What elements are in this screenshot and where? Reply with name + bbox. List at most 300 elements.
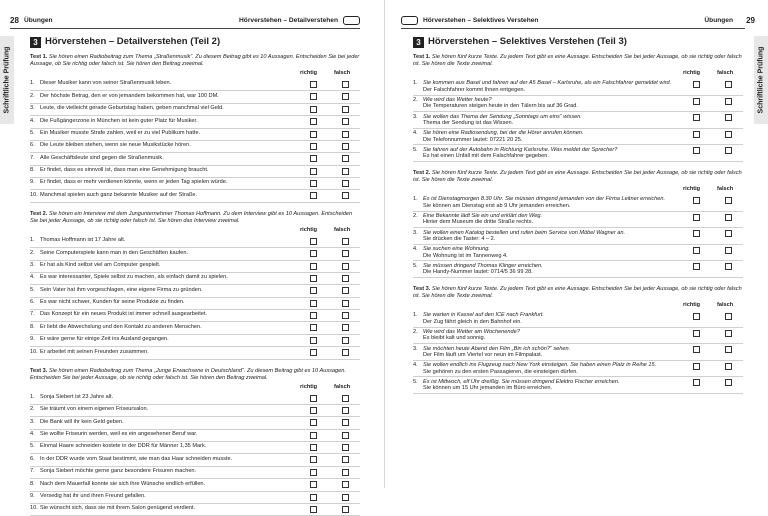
falsch-checkbox[interactable]	[342, 312, 349, 319]
test-label: Test 1.	[30, 54, 47, 60]
statement-text: Er wäre gerne für einige Zeit ins Ausland gegangen.	[40, 336, 296, 342]
statement-text: Manchmal spielen auch ganz bekannte Musiker auf der Straße.	[40, 192, 296, 198]
test-label: Test 3.	[30, 368, 47, 374]
statement-number: 4.	[413, 130, 423, 136]
answer-column-headers	[30, 70, 360, 79]
statement-number: 4.	[30, 118, 40, 124]
answer-column-headers	[30, 227, 360, 236]
falsch-checkbox[interactable]	[342, 444, 349, 451]
statement-number: 7.	[30, 155, 40, 161]
statement-claim: Die Handy-Nummer lautet: 0714/5 36 99 28.	[423, 269, 673, 275]
statement-item	[30, 166, 360, 178]
richtig-checkbox[interactable]	[310, 238, 317, 245]
statement-situation: Wie wird das Wetter am Wochenende?	[423, 329, 520, 335]
right-content	[413, 36, 743, 394]
right-side-tab-label: Schriftliche Prüfung	[758, 47, 765, 114]
richtig-checkbox[interactable]	[693, 263, 700, 270]
falsch-checkbox[interactable]	[342, 238, 349, 245]
statement-list	[30, 79, 360, 203]
richtig-checkbox[interactable]	[310, 432, 317, 439]
test-label: Test 2.	[413, 170, 430, 176]
statement-claim: Die Telefonnummer lautet: 07221 20 25.	[423, 137, 673, 143]
richtig-checkbox[interactable]	[310, 444, 317, 451]
richtig-checkbox[interactable]	[310, 263, 317, 270]
statement-number: 4.	[30, 431, 40, 437]
falsch-checkbox[interactable]	[342, 324, 349, 331]
richtig-checkbox[interactable]	[310, 419, 317, 426]
statement-text: Die Bank will ihr kein Geld geben.	[40, 419, 296, 425]
falsch-checkbox[interactable]	[725, 346, 732, 353]
statement-number: 9.	[30, 493, 40, 499]
richtig-checkbox[interactable]	[310, 324, 317, 331]
richtig-checkbox[interactable]	[693, 147, 700, 154]
statement-list	[413, 311, 743, 394]
statement-text: Der höchste Betrag, den er von jemandem bekommen hat, war 100 DM.	[40, 93, 296, 99]
statement-item	[413, 79, 743, 96]
column-falsch: falsch	[334, 227, 350, 233]
left-page	[0, 0, 385, 488]
statement-situation: Sie kommen aus Basel und fahren auf der A5 Basel – Karlsruhe, als ein Falschfahrer gemeldet wird.	[423, 80, 671, 86]
falsch-checkbox[interactable]	[725, 379, 732, 386]
richtig-checkbox[interactable]	[693, 131, 700, 138]
falsch-checkbox[interactable]	[342, 131, 349, 138]
falsch-checkbox[interactable]	[342, 337, 349, 344]
statement-number: 2.	[30, 250, 40, 256]
richtig-checkbox[interactable]	[310, 494, 317, 501]
richtig-checkbox[interactable]	[693, 230, 700, 237]
statement-number: 6.	[30, 456, 40, 462]
falsch-checkbox[interactable]	[342, 275, 349, 282]
test-intro	[30, 211, 360, 225]
answer-column-headers	[413, 302, 743, 311]
falsch-checkbox[interactable]	[342, 155, 349, 162]
test-instructions: Sie hören einen Radiobeitrag zum Thema „Junge Erwachsene in Deutschland“. Zu diesem Beitrag gibt es 10 Aussagen. Entscheiden Sie bei jeder Aussage, ob sie richtig oder falsch ist. Sie hören den Beitrag zweimal.	[30, 368, 346, 381]
statement-text: Einmal Haare schneiden kostete in der DDR für Männer 1,35 Mark.	[40, 443, 296, 449]
statement-situation: Sie wollen einen Katalog bestellen und rufen beim Service von Möbel Wagner an.	[423, 230, 625, 236]
statement-number: 1.	[413, 196, 423, 202]
falsch-checkbox[interactable]	[342, 192, 349, 199]
statement-number: 5.	[413, 263, 423, 269]
statement-text	[423, 263, 673, 276]
statement-item	[413, 228, 743, 245]
statement-situation: Wie wird das Wetter heute?	[423, 97, 492, 103]
statement-claim: Sie drücken die Taster: 4 – 2.	[423, 236, 673, 242]
richtig-checkbox[interactable]	[693, 247, 700, 254]
statement-number: 10.	[30, 505, 40, 511]
falsch-checkbox[interactable]	[725, 330, 732, 337]
statement-text: Alle Geschäftsleute sind gegen die Straßenmusik.	[40, 155, 296, 161]
statement-text: Dieser Musiker kann von seiner Straßenmusik leben.	[40, 80, 296, 86]
statement-text: Das Konzept für ein neues Produkt ist immer schnell ausgearbeitet.	[40, 311, 296, 317]
test-intro	[30, 54, 360, 68]
left-side-tab	[0, 36, 14, 124]
falsch-checkbox[interactable]	[342, 494, 349, 501]
falsch-checkbox[interactable]	[342, 300, 349, 307]
statement-item	[30, 248, 360, 260]
falsch-checkbox[interactable]	[342, 407, 349, 414]
statement-text	[423, 147, 673, 160]
statement-item	[30, 430, 360, 442]
richtig-checkbox[interactable]	[693, 330, 700, 337]
statement-situation: Es ist Mittwoch, elf Uhr dreißig. Sie müssen dringend Elektro Fischer erreichen.	[423, 379, 619, 385]
statement-list	[30, 393, 360, 516]
statement-situation: Sie müssen dringend Thomas Klinger erreichen.	[423, 263, 543, 269]
falsch-checkbox[interactable]	[342, 456, 349, 463]
statement-text: Ein Musiker musste Strafe zahlen, weil er zu viel Publikum hatte.	[40, 130, 296, 136]
falsch-checkbox[interactable]	[725, 247, 732, 254]
statement-item	[413, 361, 743, 378]
statement-item	[30, 104, 360, 116]
statement-item	[413, 195, 743, 212]
statement-claim: Hinter dem Museum die dritte Straße rechts.	[423, 219, 673, 225]
statement-text: Die Leute bleiben stehen, wenn sie neue Musikstücke hören.	[40, 142, 296, 148]
falsch-checkbox[interactable]	[725, 131, 732, 138]
statement-number: 3.	[30, 105, 40, 111]
statement-text	[423, 130, 673, 143]
statement-list	[413, 195, 743, 278]
richtig-checkbox[interactable]	[310, 250, 317, 257]
statement-number: 1.	[30, 394, 40, 400]
falsch-checkbox[interactable]	[342, 432, 349, 439]
statement-number: 3.	[30, 262, 40, 268]
statement-text: Er hat als Kind selbst viel am Computer gespielt.	[40, 262, 296, 268]
richtig-checkbox[interactable]	[693, 313, 700, 320]
statement-item	[30, 79, 360, 91]
statement-text: Es war interessanter, Spiele selbst zu machen, als einfach damit zu spielen.	[40, 274, 296, 280]
falsch-checkbox[interactable]	[725, 147, 732, 154]
left-content	[30, 36, 360, 516]
statement-item	[30, 417, 360, 429]
statement-text: Sie wollte Friseurin werden, weil es ein angesehener Beruf war.	[40, 431, 296, 437]
test-intro	[30, 368, 360, 382]
column-falsch: falsch	[334, 70, 350, 76]
falsch-checkbox[interactable]	[342, 180, 349, 187]
richtig-checkbox[interactable]	[693, 379, 700, 386]
richtig-checkbox[interactable]	[310, 143, 317, 150]
falsch-checkbox[interactable]	[725, 363, 732, 370]
right-exercise-title: Hörverstehen – Selektives Verstehen (Teil 3)	[428, 36, 627, 47]
statement-number: 9.	[30, 179, 40, 185]
richtig-checkbox[interactable]	[310, 456, 317, 463]
answer-column-headers	[413, 70, 743, 79]
richtig-checkbox[interactable]	[310, 106, 317, 113]
statement-list	[413, 79, 743, 162]
falsch-checkbox[interactable]	[725, 313, 732, 320]
richtig-checkbox[interactable]	[310, 275, 317, 282]
test-instructions: Sie hören ein Interview mit dem Jungunternehmer Thomas Hoffmann. Zu dem Interview gibt es 10 Aussagen. Entscheiden Sie bei jeder Aussage, ob sie richtig oder falsch ist. Sie hören das Interview zweimal.	[30, 211, 352, 224]
statement-number: 6.	[30, 142, 40, 148]
falsch-checkbox[interactable]	[342, 118, 349, 125]
falsch-checkbox[interactable]	[342, 349, 349, 356]
statement-number: 3.	[413, 346, 423, 352]
statement-text	[423, 346, 673, 359]
richtig-checkbox[interactable]	[310, 337, 317, 344]
falsch-checkbox[interactable]	[342, 263, 349, 270]
statement-item	[413, 245, 743, 262]
falsch-checkbox[interactable]	[342, 106, 349, 113]
statement-text	[423, 362, 673, 375]
statement-item	[413, 377, 743, 394]
answer-column-headers	[413, 186, 743, 195]
statement-number: 8.	[30, 324, 40, 330]
test-intro	[413, 170, 743, 184]
statement-claim: Der Film läuft um Viertel vor neun im Filmpalast.	[423, 352, 673, 358]
statement-text: Er findet, dass es sinnvoll ist, dass man eine Genehmigung braucht.	[40, 167, 296, 173]
falsch-checkbox[interactable]	[725, 263, 732, 270]
statement-number: 2.	[413, 329, 423, 335]
right-exercise-number: 3	[413, 37, 424, 48]
statement-item	[413, 212, 743, 229]
left-page-number: 28	[10, 16, 19, 25]
statement-item	[30, 141, 360, 153]
right-page-header	[401, 14, 745, 29]
falsch-checkbox[interactable]	[342, 419, 349, 426]
right-header-title: Hörverstehen – Selektives Verstehen	[423, 17, 538, 24]
statement-situation: Sie suchen eine Wohnung.	[423, 246, 490, 252]
statement-item	[30, 261, 360, 273]
statement-item	[30, 190, 360, 202]
test-label: Test 2.	[30, 211, 47, 217]
statement-number: 5.	[413, 147, 423, 153]
statement-claim: Der Falschfahrer kommt Ihnen entgegen.	[423, 87, 673, 93]
richtig-checkbox[interactable]	[310, 118, 317, 125]
column-richtig: richtig	[300, 70, 317, 76]
statement-item	[30, 442, 360, 454]
richtig-checkbox[interactable]	[310, 469, 317, 476]
statement-item	[30, 298, 360, 310]
falsch-checkbox[interactable]	[342, 287, 349, 294]
statement-situation: Sie möchten heute Abend den Film „Bin ich schön?“ sehen.	[423, 346, 570, 352]
statement-text: Leute, die vielleicht gerade Geburtstag haben, geben manchmal viel Geld.	[40, 105, 296, 111]
statement-number: 5.	[30, 287, 40, 293]
falsch-checkbox[interactable]	[342, 250, 349, 257]
statement-number: 7.	[30, 311, 40, 317]
falsch-checkbox[interactable]	[342, 93, 349, 100]
statement-item	[30, 393, 360, 405]
statement-item	[30, 405, 360, 417]
column-richtig: richtig	[683, 186, 700, 192]
column-falsch: falsch	[717, 70, 733, 76]
statement-text	[423, 329, 673, 342]
test-instructions: Sie hören fünf kurze Texte. Zu jedem Text gibt es eine Aussage. Entscheiden Sie bei jeder Aussage, ob sie richtig oder falsch ist. Sie hören die Texte zweimal.	[413, 286, 742, 299]
test-gap	[413, 278, 743, 286]
statement-text: Er findet, dass er mehr verdienen könnte, wenn er jeden Tag spielen würde.	[40, 179, 296, 185]
richtig-checkbox[interactable]	[310, 155, 317, 162]
statement-number: 9.	[30, 336, 40, 342]
statement-text	[423, 213, 673, 226]
richtig-checkbox[interactable]	[693, 81, 700, 88]
statement-text	[423, 97, 673, 110]
statement-text	[423, 246, 673, 259]
statement-claim: Der Zug fährt gleich in den Bahnhof ein.	[423, 319, 673, 325]
statement-situation: Sie wollen das Thema der Sendung „Sonntags um eins“ wissen.	[423, 114, 582, 120]
falsch-checkbox[interactable]	[725, 214, 732, 221]
richtig-checkbox[interactable]	[310, 131, 317, 138]
richtig-checkbox[interactable]	[310, 180, 317, 187]
statement-situation: Sie fahren auf der Autobahn in Richtung Karlsruhe. Was meldet der Sprecher?	[423, 147, 617, 153]
falsch-checkbox[interactable]	[342, 469, 349, 476]
statement-number: 7.	[30, 468, 40, 474]
statement-item	[30, 178, 360, 190]
test-gap	[413, 162, 743, 170]
richtig-checkbox[interactable]	[310, 168, 317, 175]
statement-item	[30, 454, 360, 466]
test-label: Test 3.	[413, 286, 430, 292]
right-section-label: Übungen	[704, 17, 733, 24]
richtig-checkbox[interactable]	[310, 287, 317, 294]
right-tests	[413, 54, 743, 394]
right-exercise-heading	[413, 36, 743, 50]
left-section-label: Übungen	[24, 17, 53, 24]
statement-item	[30, 129, 360, 141]
statement-text: Sie wünscht sich, dass sie mit ihrem Salon genügend verdient.	[40, 505, 296, 511]
statement-item	[413, 311, 743, 328]
falsch-checkbox[interactable]	[342, 481, 349, 488]
falsch-checkbox[interactable]	[342, 506, 349, 513]
statement-text: Es war nicht schwer, Kunden für seine Produkte zu finden.	[40, 299, 296, 305]
richtig-checkbox[interactable]	[693, 346, 700, 353]
left-page-header	[10, 14, 360, 29]
statement-claim: Sie gehören zu den ersten Passagieren, die einsteigen dürfen.	[423, 369, 673, 375]
statement-item	[30, 335, 360, 347]
glasses-icon	[401, 16, 418, 25]
statement-number: 3.	[413, 230, 423, 236]
statement-text: Er liebt die Abwechslung und den Kontakt zu anderen Menschen.	[40, 324, 296, 330]
test-gap	[30, 360, 360, 368]
statement-text	[423, 230, 673, 243]
statement-number: 2.	[30, 406, 40, 412]
statement-item	[30, 91, 360, 103]
statement-item	[413, 328, 743, 345]
right-page	[385, 0, 768, 488]
falsch-checkbox[interactable]	[725, 114, 732, 121]
falsch-checkbox[interactable]	[725, 81, 732, 88]
falsch-checkbox[interactable]	[725, 197, 732, 204]
statement-situation: Sie wollen endlich ins Flugzeug nach New York einsteigen. Sie haben einen Platz in Reihe 15.	[423, 362, 656, 368]
column-falsch: falsch	[334, 384, 350, 390]
statement-item	[413, 261, 743, 278]
statement-number: 3.	[30, 419, 40, 425]
statement-text: In der DDR wurde vom Staat bestimmt, wie man das Haar schneiden musste.	[40, 456, 296, 462]
statement-claim: Es hat einen Unfall mit dem Falschfahrer gegeben.	[423, 153, 673, 159]
test-intro	[413, 54, 743, 68]
statement-claim: Die Wohnung ist im Tannenweg 4.	[423, 253, 673, 259]
statement-number: 8.	[30, 481, 40, 487]
statement-item	[30, 285, 360, 297]
statement-text: Thomas Hoffmann ist 17 Jahre alt.	[40, 237, 296, 243]
statement-item	[413, 145, 743, 162]
statement-number: 5.	[30, 130, 40, 136]
falsch-checkbox[interactable]	[342, 143, 349, 150]
statement-item	[30, 492, 360, 504]
richtig-checkbox[interactable]	[310, 81, 317, 88]
statement-text: Die Fußgängerzone in München ist kein guter Platz für Musiker.	[40, 118, 296, 124]
statement-number: 4.	[413, 362, 423, 368]
left-exercise-title: Hörverstehen – Detailverstehen (Teil 2)	[45, 36, 220, 47]
column-richtig: richtig	[683, 70, 700, 76]
statement-number: 3.	[413, 114, 423, 120]
richtig-checkbox[interactable]	[310, 349, 317, 356]
column-richtig: richtig	[300, 227, 317, 233]
left-exercise-heading	[30, 36, 360, 50]
glasses-icon	[343, 16, 360, 25]
statement-text: Sonja Siebert ist 23 Jahre alt.	[40, 394, 296, 400]
richtig-checkbox[interactable]	[310, 506, 317, 513]
statement-text	[423, 379, 673, 392]
statement-text: Sie träumt von einem eigenen Friseursalon.	[40, 406, 296, 412]
statement-item	[30, 153, 360, 165]
statement-text	[423, 196, 673, 209]
statement-number: 5.	[30, 443, 40, 449]
richtig-checkbox[interactable]	[310, 407, 317, 414]
falsch-checkbox[interactable]	[342, 395, 349, 402]
richtig-checkbox[interactable]	[693, 114, 700, 121]
right-side-tab	[754, 36, 768, 124]
richtig-checkbox[interactable]	[310, 395, 317, 402]
richtig-checkbox[interactable]	[310, 312, 317, 319]
richtig-checkbox[interactable]	[693, 363, 700, 370]
falsch-checkbox[interactable]	[725, 98, 732, 105]
falsch-checkbox[interactable]	[342, 168, 349, 175]
statement-item	[30, 347, 360, 359]
richtig-checkbox[interactable]	[693, 197, 700, 204]
statement-text	[423, 80, 673, 93]
statement-text: Versedig hat ihr und ihren Freund gefallen.	[40, 493, 296, 499]
statement-number: 5.	[413, 379, 423, 385]
left-side-tab-label: Schriftliche Prüfung	[4, 47, 11, 114]
statement-text: Er arbeitet mit seinen Freunden zusammen.	[40, 349, 296, 355]
statement-claim: Die Temperaturen steigen heute in den Tälern bis auf 36 Grad.	[423, 103, 673, 109]
statement-item	[30, 504, 360, 516]
column-richtig: richtig	[300, 384, 317, 390]
statement-situation: Es ist Dienstagmorgen 8.30 Uhr. Sie müssen dringend jemanden von der Firma Leitner erreichen.	[423, 196, 665, 202]
statement-situation: Sie warten in Kassel auf den ICE nach Frankfurt.	[423, 312, 544, 318]
statement-item	[30, 310, 360, 322]
richtig-checkbox[interactable]	[310, 300, 317, 307]
statement-number: 1.	[413, 312, 423, 318]
statement-number: 4.	[30, 274, 40, 280]
richtig-checkbox[interactable]	[310, 192, 317, 199]
richtig-checkbox[interactable]	[693, 98, 700, 105]
statement-number: 2.	[413, 97, 423, 103]
column-falsch: falsch	[717, 186, 733, 192]
statement-item	[413, 344, 743, 361]
statement-text: Seine Computerspiele kann man in den Geschäften kaufen.	[40, 250, 296, 256]
falsch-checkbox[interactable]	[725, 230, 732, 237]
statement-claim: Sie können um 15 Uhr jemanden im Büro erreichen.	[423, 385, 673, 391]
statement-number: 2.	[30, 93, 40, 99]
richtig-checkbox[interactable]	[693, 214, 700, 221]
right-page-number: 29	[746, 16, 755, 25]
falsch-checkbox[interactable]	[342, 81, 349, 88]
answer-column-headers	[30, 384, 360, 393]
richtig-checkbox[interactable]	[310, 93, 317, 100]
statement-situation: Sie hören eine Radiosendung, bei der die Hörer anrufen können.	[423, 130, 583, 136]
left-exercise-number: 3	[30, 37, 41, 48]
left-tests	[30, 54, 360, 516]
statement-item	[30, 273, 360, 285]
statement-text	[423, 312, 673, 325]
statement-number: 4.	[413, 246, 423, 252]
statement-item	[30, 479, 360, 491]
statement-item	[413, 96, 743, 113]
richtig-checkbox[interactable]	[310, 481, 317, 488]
statement-text: Sonja Siebert möchte gerne ganz besondere Frisuren machen.	[40, 468, 296, 474]
statement-number: 2.	[413, 213, 423, 219]
test-instructions: Sie hören einen Radiobeitrag zum Thema „Straßenmusik“. Zu diesem Beitrag gibt es 10 Aussagen. Entscheiden Sie bei jeder Aussage, ob Sie richtig oder falsch ist. Sie hören den Beitrag zweimal.	[30, 54, 359, 67]
test-instructions: Sie hören fünf kurze Texte. Zu jedem Text gibt es eine Aussage. Entscheiden Sie bei jeder Aussage, ob sie richtig oder falsch ist. Sie hören die Texte zweimal.	[413, 54, 742, 67]
statement-number: 6.	[30, 299, 40, 305]
